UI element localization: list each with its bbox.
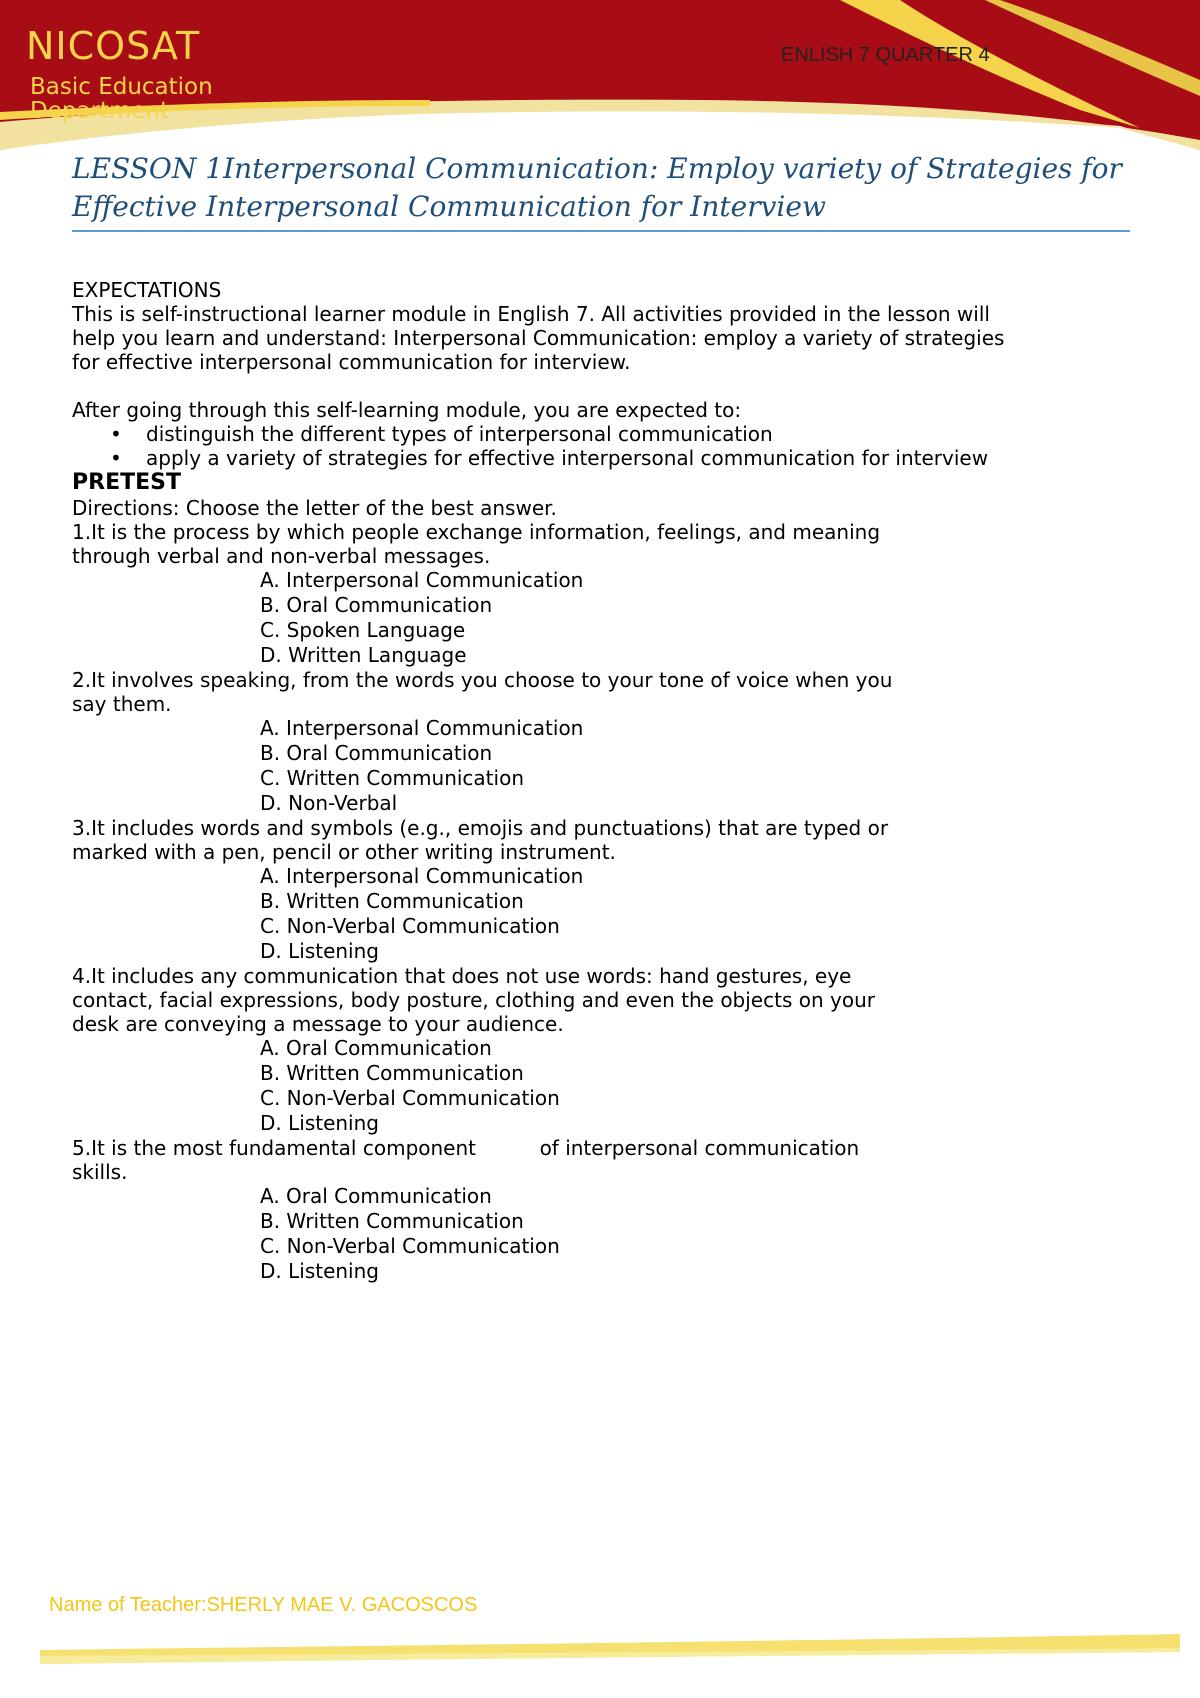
answer-option: B. Oral Communication	[260, 593, 493, 617]
expectations-heading: EXPECTATIONS	[72, 278, 222, 302]
bullet-icon: •	[110, 446, 122, 470]
lesson-title-line-1: LESSON 1Interpersonal Communication: Employ variety of Strategies for	[72, 152, 1122, 185]
logo-title: NICOSAT	[26, 24, 201, 68]
question-5	[72, 1136, 1132, 1284]
answer-option: B. Written Communication	[260, 1061, 524, 1085]
answer-options	[72, 864, 1132, 964]
question-text: 5.It is the most fundamental component of interpersonal communication	[72, 1136, 860, 1160]
answer-option: D. Listening	[260, 1111, 379, 1135]
course-label: ENLISH 7 QUARTER 4	[781, 44, 990, 66]
answer-option: D. Listening	[260, 939, 379, 963]
answer-option: C. Non-Verbal Communication	[260, 1234, 560, 1258]
answer-option: A. Interpersonal Communication	[260, 864, 584, 888]
question-2	[72, 668, 1132, 816]
pretest-directions: Directions: Choose the letter of the best answer.	[72, 496, 557, 520]
pretest-heading: PRETEST	[72, 470, 181, 495]
question-text: 2.It involves speaking, from the words you choose to your tone of voice when you	[72, 668, 893, 692]
answer-option: C. Non-Verbal Communication	[260, 914, 560, 938]
logo-subtitle: Basic Education	[30, 74, 213, 100]
title-divider	[72, 230, 1130, 232]
answer-option: A. Interpersonal Communication	[260, 716, 584, 740]
expectations-lead: After going through this self-learning module, you are expected to:	[72, 398, 742, 422]
question-text: say them.	[72, 692, 172, 716]
list-item: • apply a variety of strategies for effective interpersonal communication for interview	[110, 446, 989, 470]
answer-options	[72, 1036, 1132, 1136]
answer-options	[72, 568, 1132, 668]
expectations-intro	[72, 302, 1132, 374]
answer-option: C. Non-Verbal Communication	[260, 1086, 560, 1110]
question-text: 3.It includes words and symbols (e.g., emojis and punctuations) that are typed or	[72, 816, 889, 840]
answer-option: D. Written Language	[260, 643, 467, 667]
answer-option: A. Oral Communication	[260, 1036, 492, 1060]
logo-subtitle-cropped	[30, 100, 230, 110]
question-3	[72, 816, 1132, 964]
bullet-icon: •	[110, 422, 122, 446]
intro-line-1: This is self-instructional learner module in English 7. All activities provided in the lesson will	[72, 302, 990, 326]
teacher-name: Name of Teacher:SHERLY MAE V. GACOSCOS	[49, 1594, 478, 1616]
lesson-title-line-2: Effective Interpersonal Communication for Interview	[72, 190, 826, 223]
answer-option: C. Spoken Language	[260, 618, 466, 642]
question-text: 1.It is the process by which people exchange information, feelings, and meaning	[72, 520, 881, 544]
question-text: through verbal and non-verbal messages.	[72, 544, 491, 568]
answer-options	[72, 716, 1132, 816]
question-text: skills.	[72, 1160, 128, 1184]
question-1	[72, 520, 1132, 668]
answer-option: B. Written Communication	[260, 1209, 524, 1233]
question-text: marked with a pen, pencil or other writing instrument.	[72, 840, 616, 864]
answer-option: D. Non-Verbal	[260, 791, 398, 815]
answer-options	[72, 1184, 1132, 1284]
answer-option: D. Listening	[260, 1259, 379, 1283]
expectations-list	[72, 422, 1132, 470]
list-item: • distinguish the different types of interpersonal communication	[110, 422, 773, 446]
answer-option: C. Written Communication	[260, 766, 524, 790]
question-4	[72, 964, 1132, 1136]
answer-option: A. Oral Communication	[260, 1184, 492, 1208]
lesson-title	[72, 150, 1132, 226]
question-text: desk are conveying a message to your audience.	[72, 1012, 564, 1036]
answer-option: B. Oral Communication	[260, 741, 493, 765]
answer-option: B. Written Communication	[260, 889, 524, 913]
question-text: 4.It includes any communication that does not use words: hand gestures, eye	[72, 964, 852, 988]
intro-line-3: for effective interpersonal communication for interview.	[72, 350, 631, 374]
intro-line-2: help you learn and understand: Interpersonal Communication: employ a variety of strategies	[72, 326, 1005, 350]
module-content	[72, 278, 1132, 1284]
question-text: contact, facial expressions, body posture, clothing and even the objects on your	[72, 988, 875, 1012]
answer-option: A. Interpersonal Communication	[260, 568, 584, 592]
footer-banner	[40, 1626, 1180, 1666]
